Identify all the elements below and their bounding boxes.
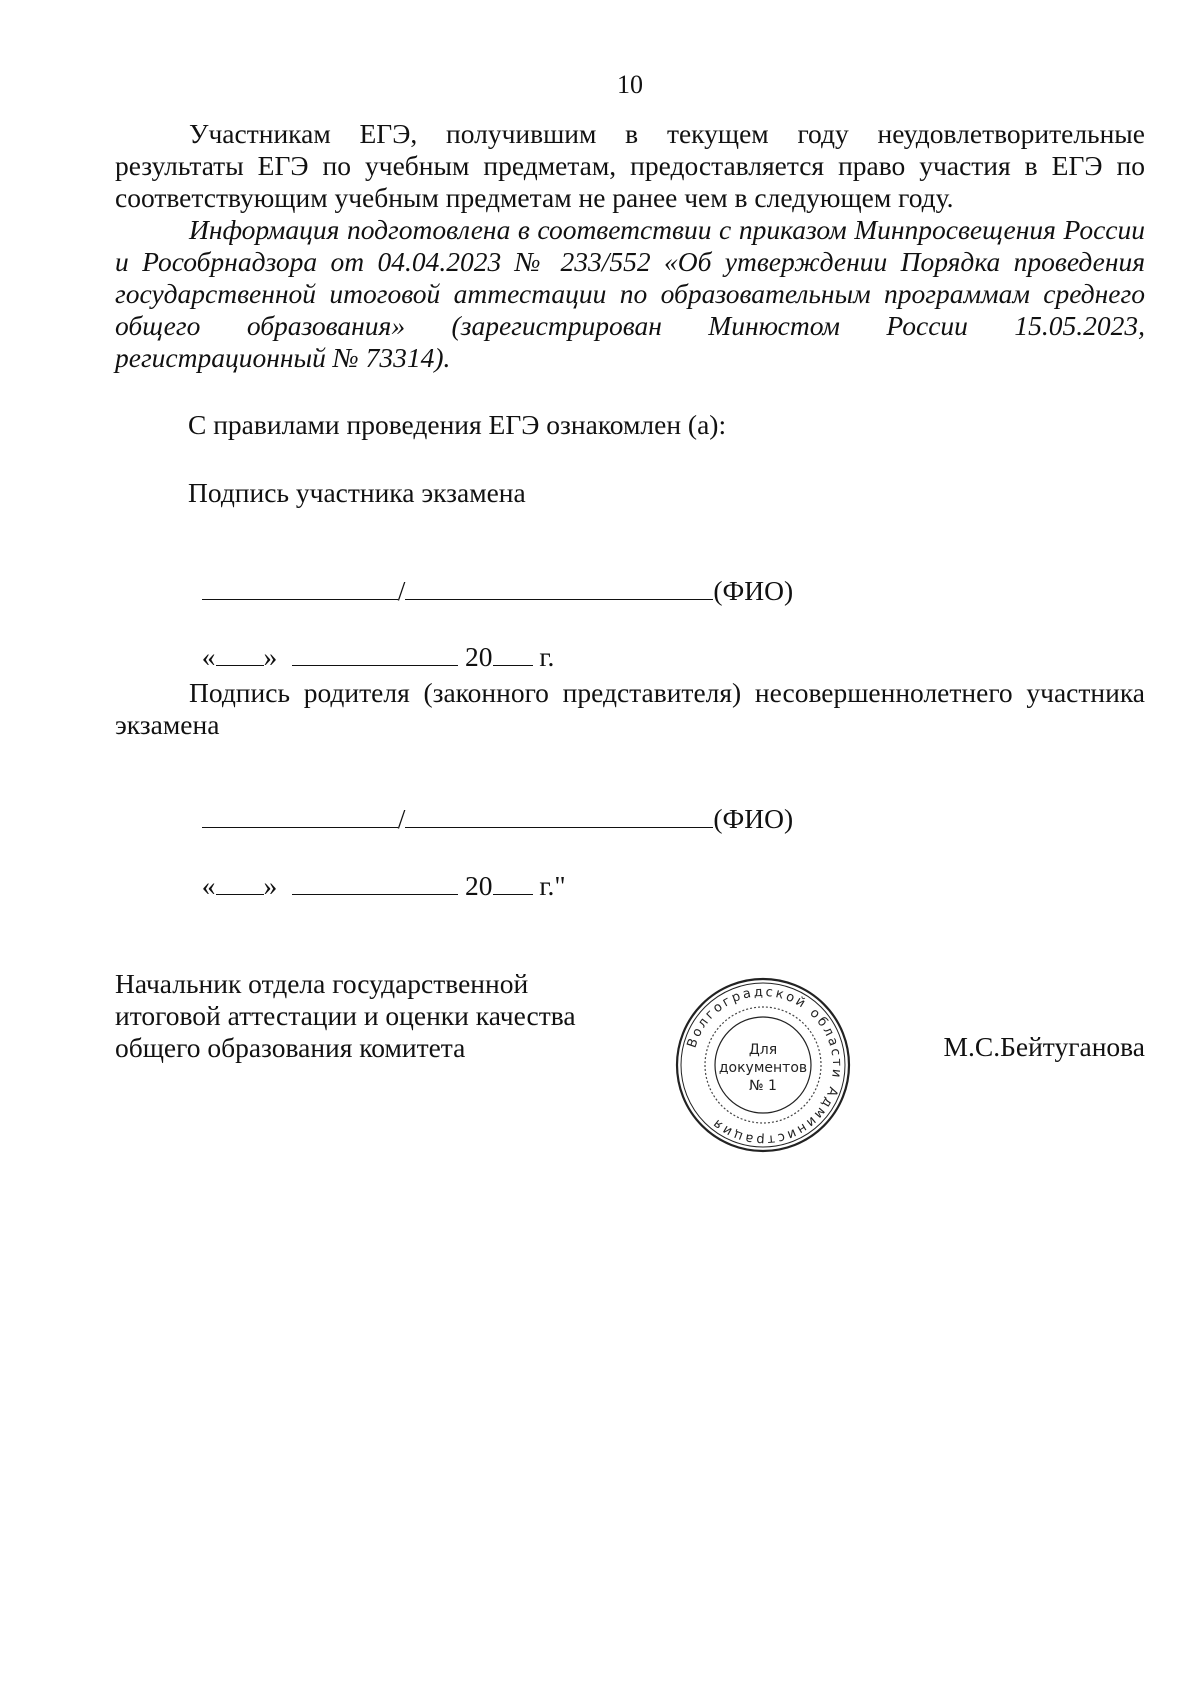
month-blank[interactable] [292, 641, 458, 666]
signatory-position [115, 968, 576, 1064]
year-suffix: г." [532, 870, 566, 901]
signature-blank[interactable] [202, 575, 398, 600]
position-line-2: итоговой аттестации и оценки качества [115, 1000, 576, 1031]
fio-label: (ФИО) [713, 575, 794, 606]
signature-blank[interactable] [202, 803, 398, 828]
stamp-center-line-2: документов [718, 1060, 808, 1076]
parent-date-row [188, 838, 566, 902]
page-number: 10 [617, 70, 643, 99]
year-prefix: 20 [465, 641, 493, 672]
stamp-center-line-1: Для [748, 1042, 778, 1058]
fio-blank[interactable] [405, 575, 713, 600]
day-blank[interactable] [216, 641, 264, 666]
position-line-1: Начальник отдела государственной [115, 968, 529, 999]
fio-label: (ФИО) [713, 803, 794, 834]
close-quote: » [263, 870, 278, 901]
parent-signature-row [188, 771, 793, 835]
close-quote: » [263, 641, 278, 672]
year-blank[interactable] [493, 870, 533, 895]
slash: / [397, 575, 406, 606]
stamp-outer-text: Волгоградской области Администрация [684, 984, 845, 1148]
month-blank[interactable] [292, 870, 458, 895]
fio-blank[interactable] [405, 803, 713, 828]
participant-signature-label: Подпись участника экзамена [188, 477, 526, 508]
participant-signature-row [188, 543, 793, 607]
year-blank[interactable] [493, 641, 533, 666]
paragraph-retake-rule: Участникам ЕГЭ, получившим в текущем году неудовлетворительные результаты ЕГЭ по учебным предметам, предоставляется право участия в ЕГЭ по соответствующим учебным предметам не ранее чем в следующем году. [115, 118, 1145, 213]
acknowledgement-text: С правилами проведения ЕГЭ ознакомлен (а): [188, 409, 727, 440]
open-quote: « [201, 870, 216, 901]
parent-signature-label: Подпись родителя (законного представителя) несовершеннолетнего участника экзамена [115, 677, 1145, 740]
position-line-3: общего образования комитета [115, 1032, 466, 1063]
open-quote: « [201, 641, 216, 672]
year-prefix: 20 [465, 870, 493, 901]
year-suffix: г. [532, 641, 555, 672]
slash: / [397, 803, 406, 834]
day-blank[interactable] [216, 870, 264, 895]
official-stamp-icon [673, 976, 853, 1154]
paragraph-legal-source: Информация подготовлена в соответствии с приказом Минпросвещения России и Рособрнадзора от 04.04.2023 № 233/552 «Об утверждении Порядка проведения государственной итоговой аттестации по образовательным программам среднего общего образования» (зарегистрирован Минюстом России 15.05.2023, регистрационный № 73314). [115, 214, 1145, 373]
stamp-center-line-3: № 1 [749, 1078, 777, 1094]
signatory-name: М.С.Бейтуганова [943, 1031, 1145, 1062]
participant-date-row [188, 609, 554, 673]
